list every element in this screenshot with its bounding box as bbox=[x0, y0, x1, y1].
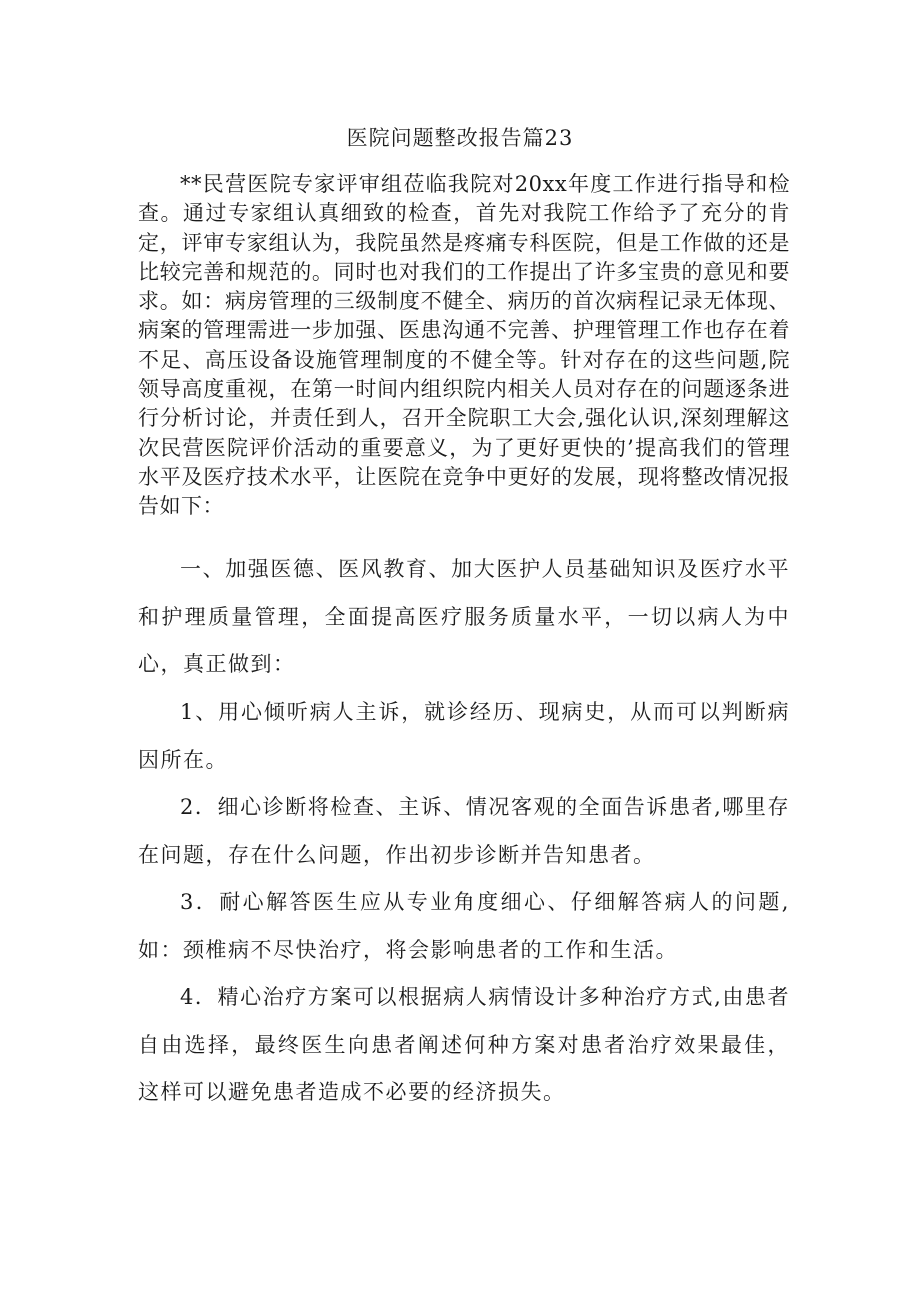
item-2-paragraph: 2．细心诊断将检查、主诉、情况客观的全面告诉患者,哪里存在问题，存在什么问题，作出初步诊断并告知患者。 bbox=[138, 795, 790, 867]
item-4-paragraph: 4．精心治疗方案可以根据病人病情设计多种治疗方式,由患者自由选择，最终医生向患者阐述何种方案对患者治疗效果最佳，这样可以避免患者造成不必要的经济损失。 bbox=[138, 985, 790, 1104]
intro-paragraph: **民营医院专家评审组莅临我院对20xx年度工作进行指导和检查。通过专家组认真细致的检查，首先对我院工作给予了充分的肯定，评审专家组认为，我院虽然是疼痛专科医院，但是工作做的还是比较完善和规范的。同时也对我们的工作提出了许多宝贵的意见和要求。如：病房管理的三级制度不健全、病历的首次病程记录无体现、病案的管理需进一步加强、医患沟通不完善、护理管理工作也存在着不足、高压设备设施管理制度的不健全等。针对存在的这些问题,院领导高度重视，在第一时间内组织院内相关人员对存在的问题逐条进行分析讨论，并责任到人，召开全院职工大会,强化认识,深刻理解这次民营医院评价活动的重要意义，为了更好更快的’提高我们的管理水平及医疗技术水平，让医院在竞争中更好的发展，现将整改情况报告如下： bbox=[138, 172, 790, 519]
item-3-paragraph: 3．耐心解答医生应从专业角度细心、仔细解答病人的问题,如：颈椎病不尽快治疗，将会影响患者的工作和生活。 bbox=[138, 890, 790, 962]
section-one-paragraph: 一、加强医德、医风教育、加大医护人员基础知识及医疗水平和护理质量管理，全面提高医疗服务质量水平，一切以病人为中心，真正做到： bbox=[138, 557, 790, 676]
document-title: 医院问题整改报告篇23 bbox=[346, 126, 574, 150]
item-1-paragraph: 1、用心倾听病人主诉，就诊经历、现病史，从而可以判断病因所在。 bbox=[138, 700, 790, 772]
